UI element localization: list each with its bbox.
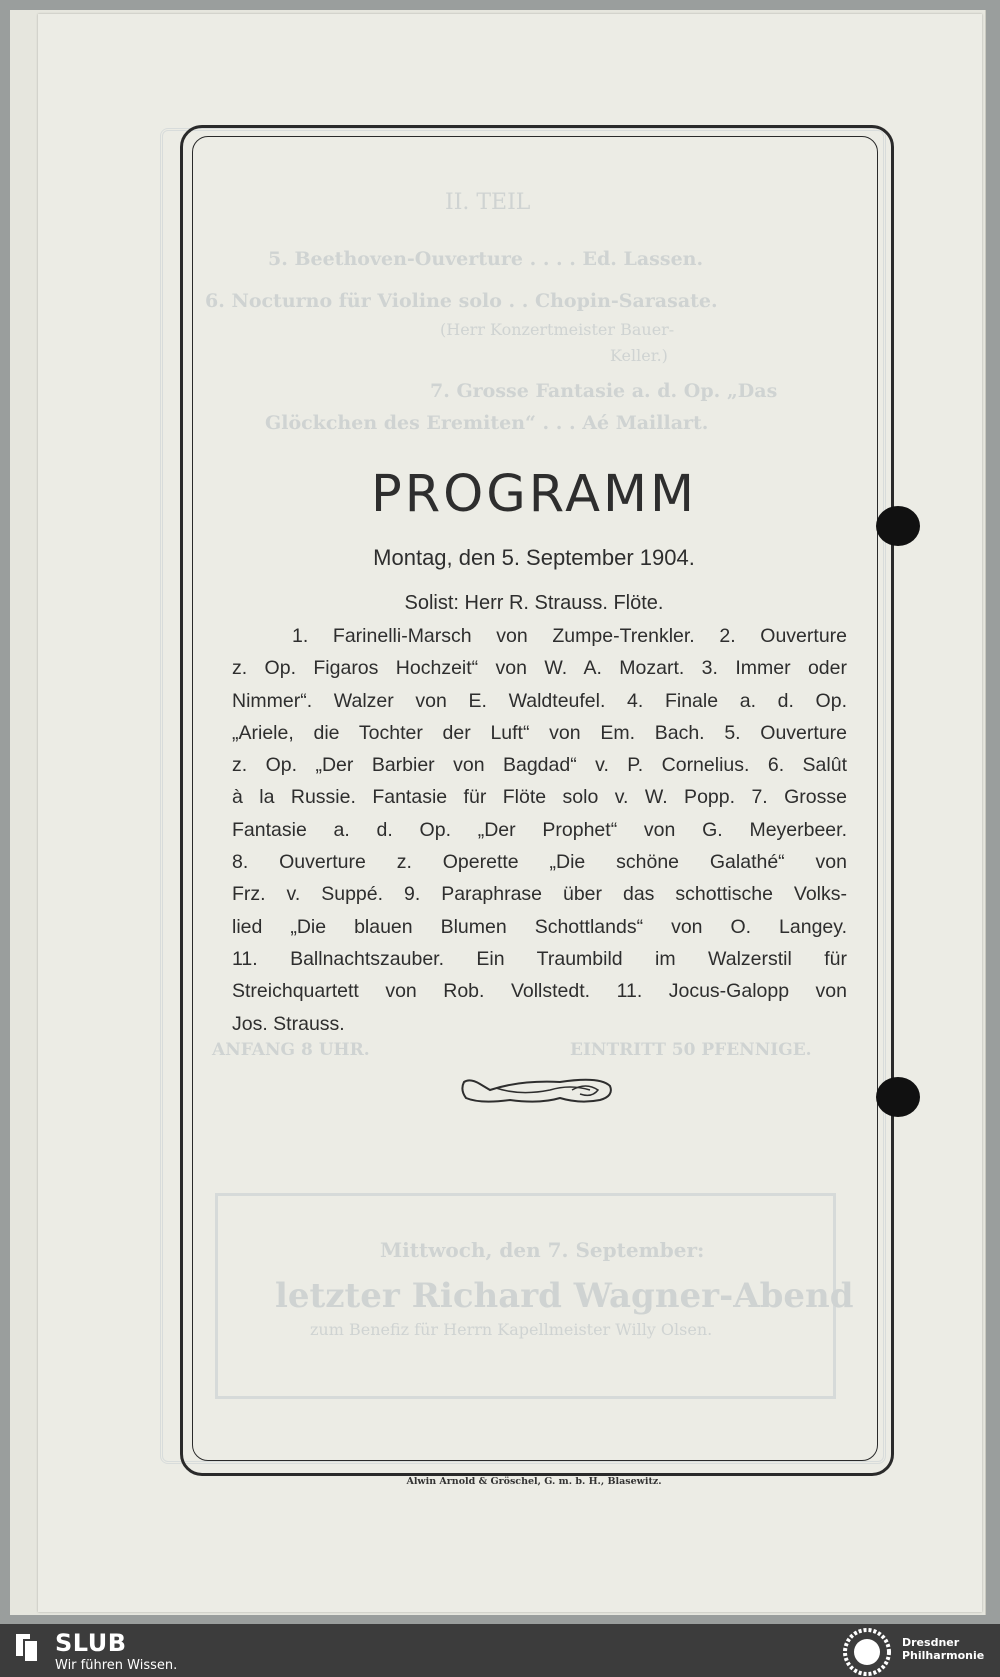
program-list [232, 620, 847, 1040]
bleed-item: Glöckchen des Eremiten“ . . . Aé Maillart. [265, 412, 709, 434]
bleed-part-heading: II. TEIL [445, 190, 531, 215]
punch-hole [876, 506, 920, 546]
philharmonie-name-line1: Dresdner [902, 1636, 960, 1649]
slub-name: SLUB [55, 1629, 127, 1657]
bleed-item: Keller.) [610, 346, 668, 365]
punch-hole [876, 1077, 920, 1117]
bleed-admission: ANFANG 8 UHR. [212, 1040, 370, 1060]
program-line: à la Russie. Fantasie für Flöte solo v. W. Popp. 7. Grosse [232, 786, 847, 809]
program-title: PROGRAMM [370, 465, 698, 524]
ornament-flourish [460, 1070, 620, 1110]
bleed-announce-sub: zum Benefiz für Herrn Kapellmeister Willy Olsen. [310, 1320, 713, 1339]
program-line: „Ariele, die Tochter der Luft“ von Em. Bach. 5. Ouverture [232, 721, 847, 744]
bleed-item: 7. Grosse Fantasie a. d. Op. „Das [430, 380, 778, 402]
bleed-entry: EINTRITT 50 PFENNIGE. [570, 1040, 812, 1060]
printer-imprint: Alwin Arnold & Gröschel, G. m. b. H., Blasewitz. [406, 1476, 662, 1487]
philharmonie-logo-icon [842, 1627, 892, 1677]
philharmonie-name [902, 1636, 984, 1662]
soloist-line: Solist: Herr R. Strauss. Flöte. [404, 592, 664, 614]
slub-logo-icon [14, 1632, 40, 1664]
bleed-item: (Herr Konzertmeister Bauer- [440, 320, 675, 339]
concert-date: Montag, den 5. September 1904. [373, 545, 695, 570]
bleed-announce-date: Mittwoch, den 7. September: [380, 1238, 705, 1262]
program-line: Frz. v. Suppé. 9. Paraphrase über das schottische Volks- [232, 883, 847, 906]
program-line: Nimmer“. Walzer von E. Waldteufel. 4. Finale a. d. Op. [232, 689, 847, 712]
program-line: 11. Ballnachtszauber. Ein Traumbild im Walzerstil für [232, 947, 847, 970]
bleed-item: 6. Nocturno für Violine solo . . Chopin-Sarasate. [205, 290, 718, 312]
bleed-announce-title: letzter Richard Wagner-Abend [275, 1276, 854, 1316]
slub-tagline: Wir führen Wissen. [55, 1658, 178, 1673]
program-line: 1. Farinelli-Marsch von Zumpe-Trenkler. 2. Ouverture [292, 625, 847, 647]
program-line: lied „Die blauen Blumen Schottlands“ von O. Langey. [232, 915, 847, 938]
program-line: Fantasie a. d. Op. „Der Prophet“ von G. Meyerbeer. [232, 818, 847, 841]
bleed-item: 5. Beethoven-Ouverture . . . . Ed. Lassen. [268, 248, 704, 270]
philharmonie-name-line2: Philharmonie [902, 1649, 985, 1662]
program-line: Jos. Strauss. [232, 1012, 345, 1035]
program-line: Streichquartett von Rob. Vollstedt. 11. Jocus-Galopp von [232, 980, 847, 1003]
program-line: z. Op. „Der Barbier von Bagdad“ v. P. Cornelius. 6. Salût [232, 754, 847, 777]
program-line: 8. Ouverture z. Operette „Die schöne Galathé“ von [232, 851, 847, 874]
program-line: z. Op. Figaros Hochzeit“ von W. A. Mozart. 3. Immer oder [232, 657, 847, 680]
